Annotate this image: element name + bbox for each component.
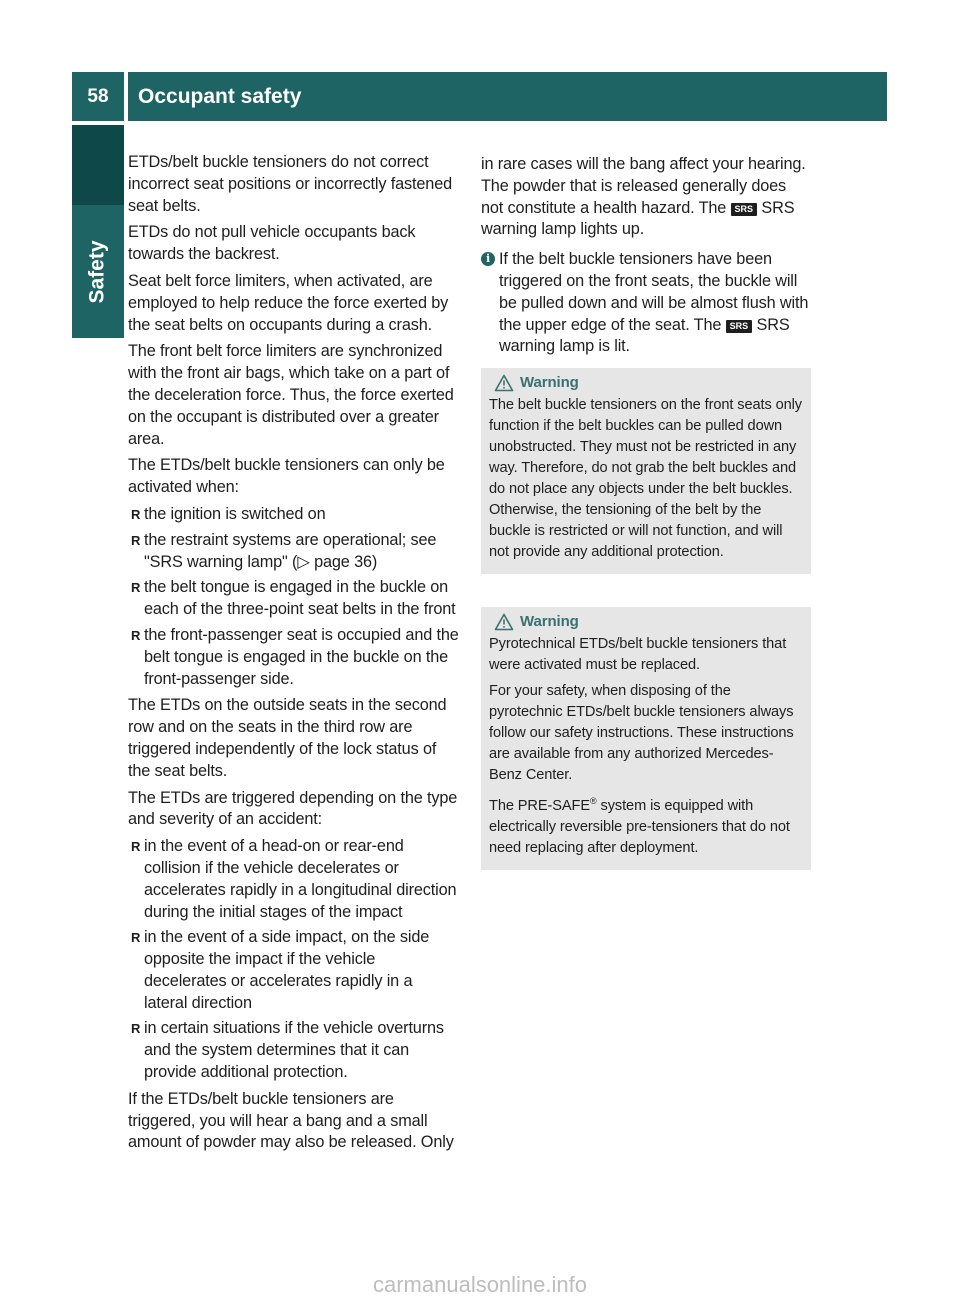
warning-header [489,611,803,632]
bullet-icon: R [131,580,141,596]
warning-box [481,607,811,870]
warning-text: The belt buckle tensioners on the front seats only function if the belt buckles can be pulled down unobstructed. They must not be restricted in any way. Therefore, do not grab the belt buckles and do not place any objects under the belt buckles. Otherwise, the tensioning of the belt by the buckle is restricted or will not function, and will not provide any additional protection. [489,397,803,560]
warning-header [489,372,803,393]
page-number: 58 [87,85,109,107]
warning-text: The PRE-SAFE® system is equipped with electrically reversible pre-tensioners that do not need replacing after deployment. [489,796,790,856]
side-tab-marker [72,125,124,205]
side-tab-label-wrap [72,205,124,338]
list-item [128,530,460,574]
info-note: i If the belt buckle tensioners have been triggered on the front seats, the buckle will be pulled down and will be almost flush with the upper edge of the seat. The SRS SRS warning lamp is lit. [481,249,811,358]
list-item: R in the event of a head-on or rear-end collision if the vehicle decelerates or accelerates rapidly in a longitudinal direction during the initial stages of the impact [131,837,457,921]
paragraph: ETDs do not pull vehicle occupants back towards the backrest. [128,223,416,264]
paragraph: The ETDs are triggered depending on the type and severity of an accident: [128,788,458,829]
registered-mark: ® [590,796,597,806]
list-item: R in the event of a side impact, on the side opposite the impact if the vehicle decelerates or accelerates rapidly in a lateral direction [131,928,430,1012]
list-item: R in certain situations if the vehicle overturns and the system determines that it can provide additional protection. [131,1019,444,1082]
info-icon: i [481,252,495,266]
bullet-icon: R [131,930,141,946]
warning-title: Warning [520,613,579,630]
list-item: R the front-passenger seat is occupied and the belt tongue is engaged in the buckle on the front-passenger side. [131,625,459,688]
warning-text: For your safety, when disposing of the pyrotechnic ETDs/belt buckle tensioners always follow our safety instructions. These instructions are available from any authorized Mercedes-Benz Center. [489,683,794,783]
srs-warning-lamp-icon: SRS [726,320,753,333]
bullet-icon: R [131,839,141,855]
paragraph: Seat belt force limiters, when activated, are employed to help reduce the force exerted by the seat belts on occupants during a crash. [128,271,449,334]
activation-conditions-list [128,504,460,690]
bullet-icon: R [131,532,141,548]
paragraph: The front belt force limiters are synchronized with the front air bags, which take on a part of the deceleration force. Thus, the force exerted on the occupant is distributed over a greater area. [128,342,454,448]
trigger-conditions-list [128,836,460,1084]
paragraph: in rare cases will the bang affect your hearing. The powder that is released generally does not constitute a health hazard. The SRS SRS warning lamp lights up. [481,155,806,239]
bullet-icon: R [131,1021,141,1037]
right-column [481,154,811,358]
paragraph: The ETDs/belt buckle tensioners can only be activated when: [128,456,445,497]
warning-text: Pyrotechnical ETDs/belt buckle tensioners that were activated must be replaced. [489,636,787,673]
warning-triangle-icon [494,374,514,392]
page-reference-link[interactable]: the restraint systems are operational; see "SRS warning lamp" (▷ page 36) [144,530,437,571]
warning-title: Warning [520,374,579,391]
watermark: carmanualsonline.info [372,1272,588,1297]
list-item: R the ignition is switched on [128,504,460,526]
srs-warning-lamp-icon: SRS [731,203,758,216]
bullet-icon: R [131,506,141,522]
paragraph: ETDs/belt buckle tensioners do not correct incorrect seat positions or incorrectly fastened seat belts. [128,153,453,215]
paragraph: If the ETDs/belt buckle tensioners are triggered, you will hear a bang and a small amount of powder may also be released. Only [128,1089,454,1152]
left-column [128,152,460,1159]
list-item: R the belt tongue is engaged in the buckle on each of the three-point seat belts in the front [131,578,456,619]
warning-triangle-icon [494,613,514,631]
warning-box [481,368,811,574]
paragraph: The ETDs on the outside seats in the second row and on the seats in the third row are triggered independently of the lock status of the seat belts. [128,696,447,780]
bullet-icon: R [131,627,141,643]
page-header [72,72,887,121]
section-title: Occupant safety [138,84,302,108]
side-tab-label: Safety [86,239,109,304]
